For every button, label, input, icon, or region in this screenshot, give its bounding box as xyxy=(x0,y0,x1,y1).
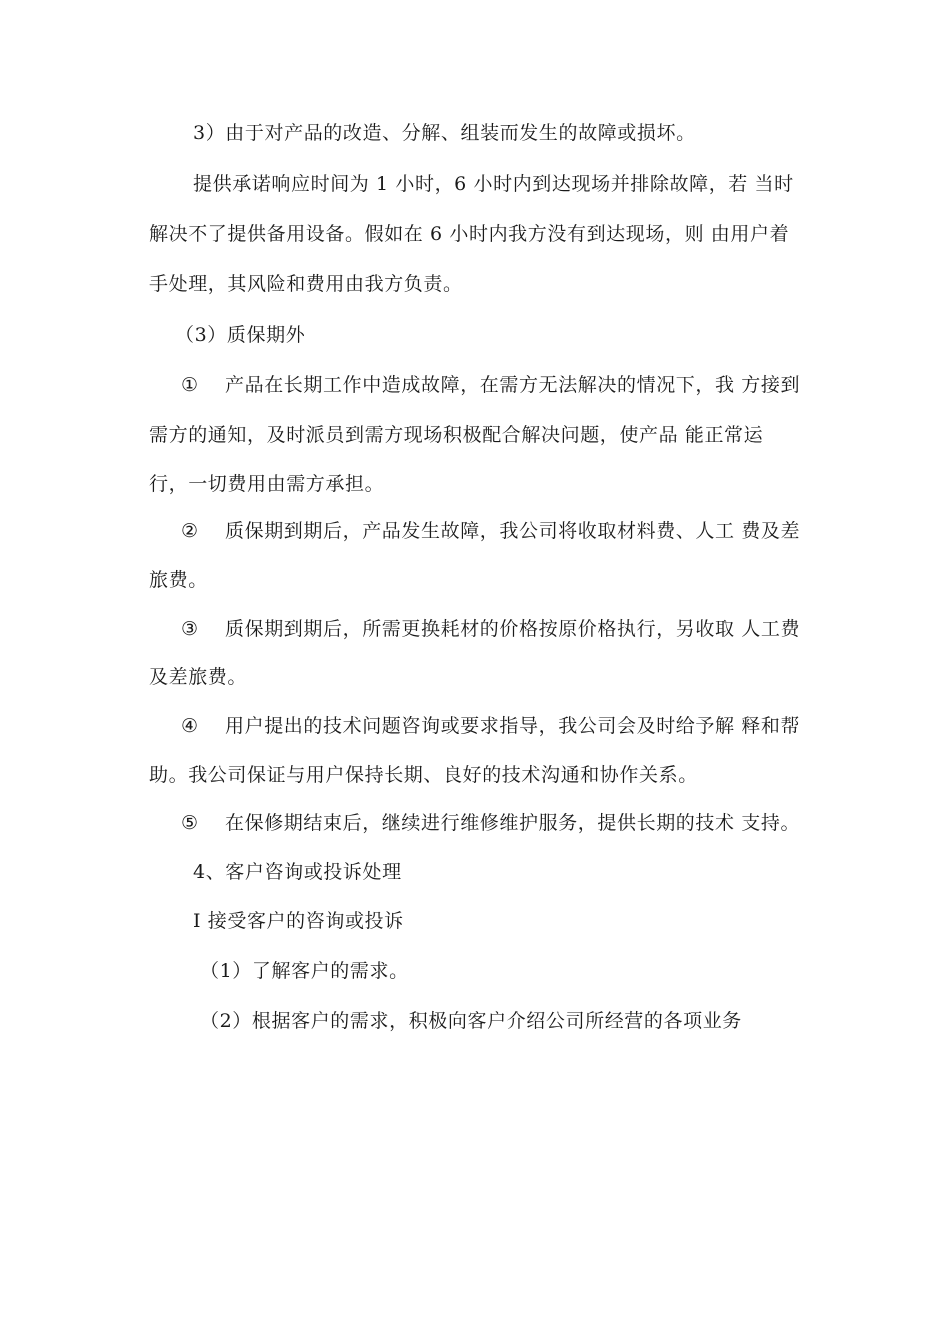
list-marker: ① xyxy=(181,374,199,396)
list-item-1-line-2: 需方的通知，及时派员到需方现场积极配合解决问题，使产品 能正常运 xyxy=(149,424,764,446)
section-heading: （3）质保期外 xyxy=(175,324,306,346)
list-item-1-line-3: 行，一切费用由需方承担。 xyxy=(149,473,385,495)
heading-4: 4、客户咨询或投诉处理 xyxy=(193,861,402,883)
list-item-1-line-1: ① 产品在长期工作中造成故障，在需方无法解决的情况下，我 方接到 xyxy=(181,374,801,396)
step-2: （2）根据客户的需求，积极向客户介绍公司所经营的各项业务 xyxy=(200,1010,742,1032)
list-item-3-line-2: 及差旅费。 xyxy=(149,666,248,688)
commitment-line-3: 手处理，其风险和费用由我方负责。 xyxy=(149,273,463,295)
list-marker: ⑤ xyxy=(181,812,199,834)
list-marker: ② xyxy=(181,520,199,542)
commitment-line-1: 提供承诺响应时间为 1 小时，6 小时内到达现场并排除故障，若 当时 xyxy=(193,173,794,195)
step-1: （1）了解客户的需求。 xyxy=(200,960,409,982)
commitment-line-2: 解决不了提供备用设备。假如在 6 小时内我方没有到达现场，则 由用户着 xyxy=(149,223,790,245)
list-marker: ④ xyxy=(181,715,199,737)
list-item-2-line-1: ② 质保期到期后，产品发生故障，我公司将收取材料费、人工 费及差 xyxy=(181,520,801,542)
list-item-2-line-2: 旅费。 xyxy=(149,569,208,591)
list-item-5-line-1: ⑤ 在保修期结束后，继续进行维修维护服务，提供长期的技术 支持。 xyxy=(181,812,801,834)
sub-heading: I 接受客户的咨询或投诉 xyxy=(193,910,404,932)
list-item-4-line-1: ④ 用户提出的技术问题咨询或要求指导，我公司会及时给予解 释和帮 xyxy=(181,715,801,737)
list-item-3-line-1: ③ 质保期到期后，所需更换耗材的价格按原价格执行，另收取 人工费 xyxy=(181,618,801,640)
list-marker: ③ xyxy=(181,618,199,640)
paragraph-item-3: 3）由于对产品的改造、分解、组装而发生的故障或损坏。 xyxy=(193,122,696,144)
list-item-4-line-2: 助。我公司保证与用户保持长期、良好的技术沟通和协作关系。 xyxy=(149,764,698,786)
